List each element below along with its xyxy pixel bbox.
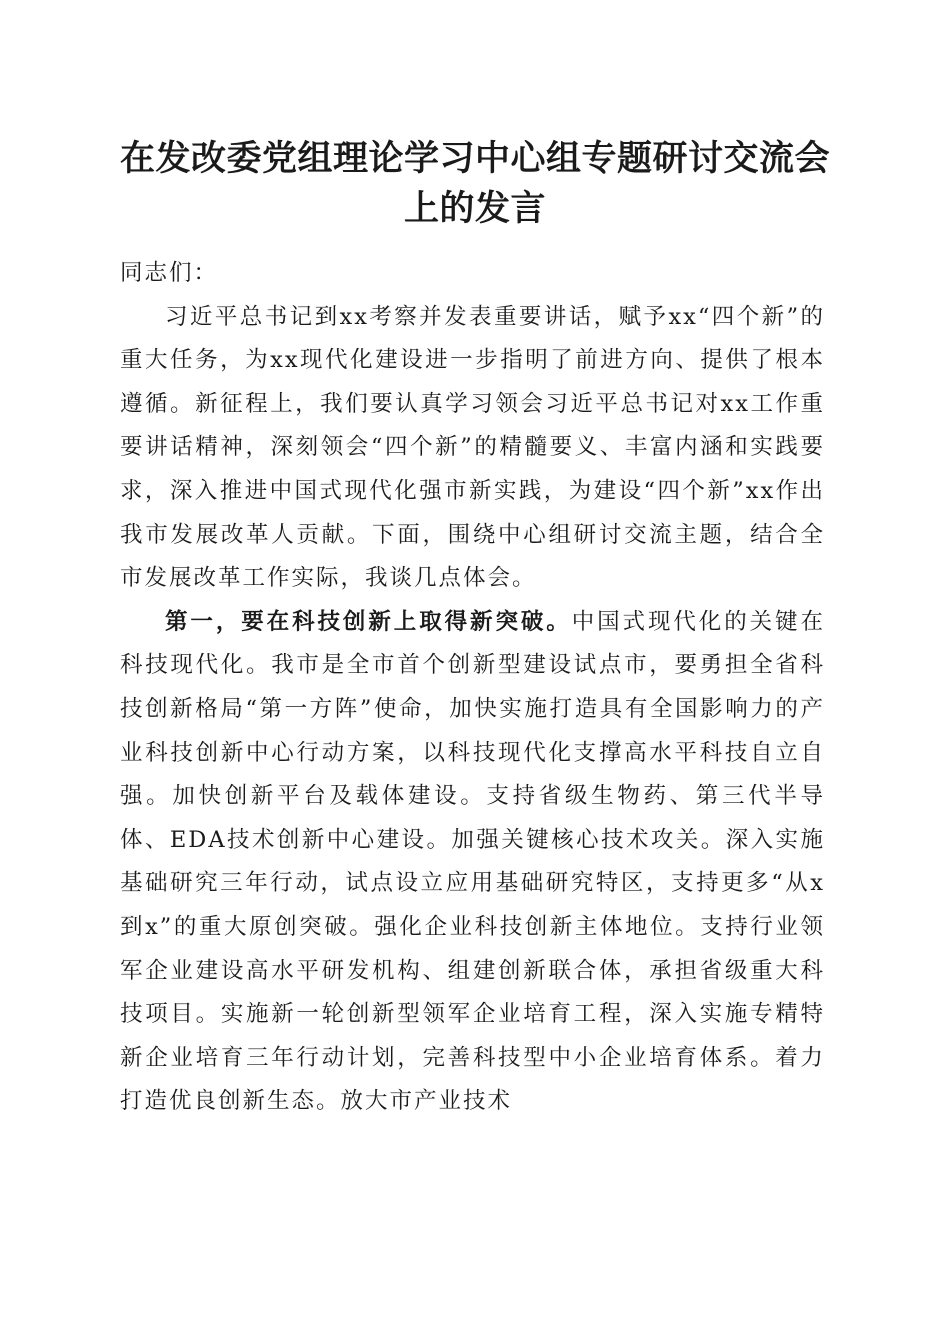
title-line-1: 在发改委党组理论学习中心组专题研讨交流会	[119, 138, 830, 179]
paragraph-intro: 习近平总书记到xx考察并发表重要讲话，赋予xx“四个新”的重大任务，为xx现代化建设进一步指明了前进方向、提供了根本遵循。新征程上，我们要认真学习领会习近平总书记对xx工作重要讲话精神，深刻领会“四个新”的精髓要义、丰富内涵和实践要求，深入推进中国式现代化强市新实践，为建设“四个新”xx作出我市发展改革人贡献。下面，围绕中心组研讨交流主题，结合全市发展改革工作实际，我谈几点体会。	[120, 303, 825, 592]
document-body	[120, 252, 825, 1124]
title-line-2: 上的发言	[403, 188, 546, 229]
salutation: 同志们：	[120, 260, 219, 286]
paragraph-science-innovation	[120, 601, 825, 1124]
paragraph-body-text: 中国式现代化的关键在科技现代化。我市是全市首个创新型建设试点市，要勇担全省科技创新格局“第一方阵”使命，加快实施打造具有全国影响力的产业科技创新中心行动方案，以科技现代化支撑高水平科技自立自强。加快创新平台及载体建设。支持省级生物药、第三代半导体、EDA技术创新中心建设。加强关键核心技术攻关。深入实施基础研究三年行动，试点设立应用基础研究特区，支持更多“从x到x”的重大原创突破。强化企业科技创新主体地位。支持行业领军企业建设高水平研发机构、组建创新联合体，承担省级重大科技项目。实施新一轮创新型领军企业培育工程，深入实施专精特新企业培育三年行动计划，完善科技型中小企业培育体系。着力打造优良创新生态。放大市产业技术	[120, 608, 825, 1115]
paragraph-lead-heading: 第一，要在科技创新上取得新突破。	[165, 608, 572, 635]
document-title	[100, 134, 850, 234]
